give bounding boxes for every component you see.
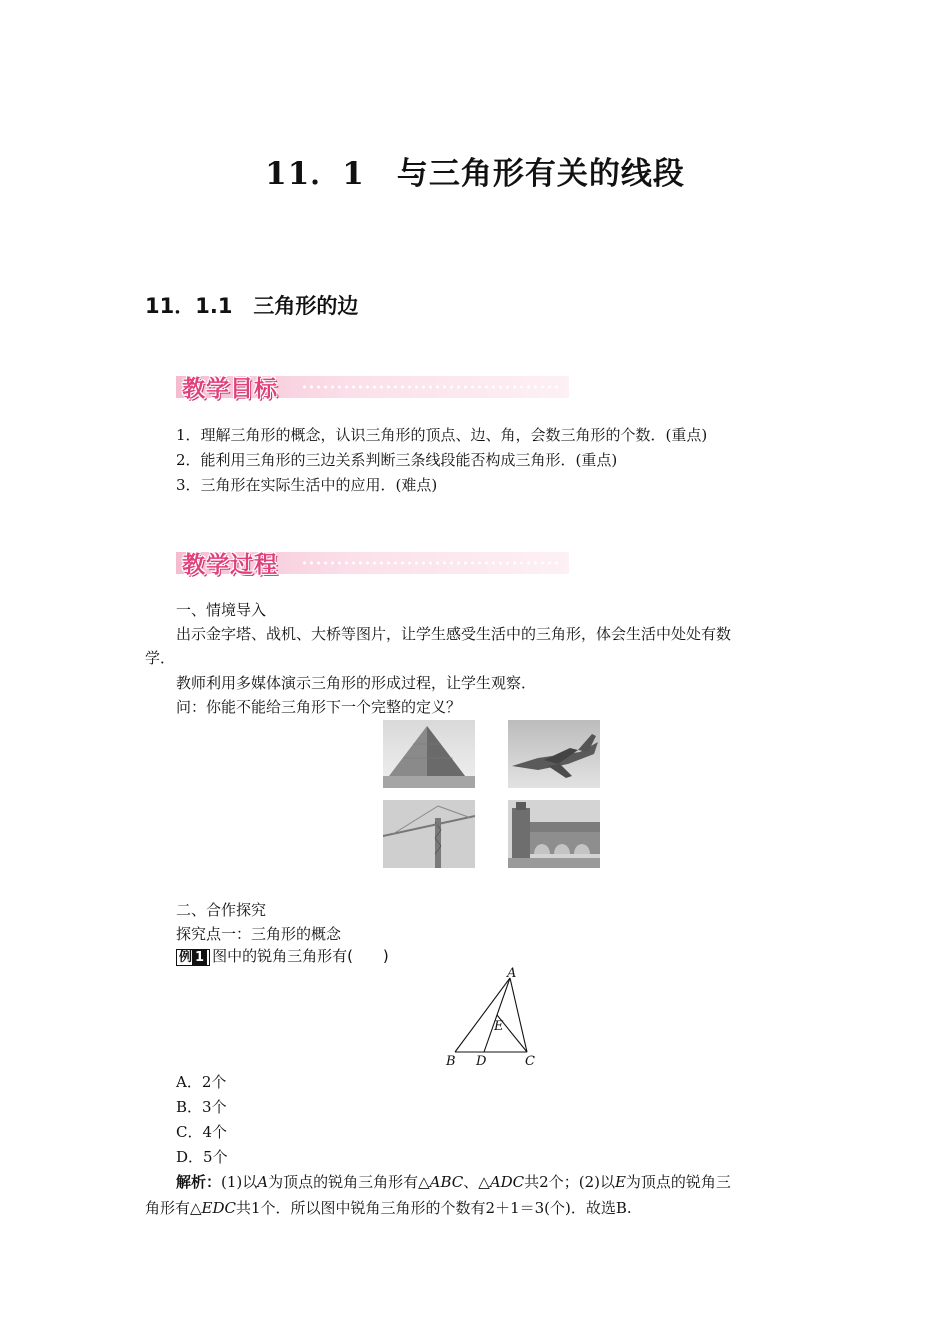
analysis-label: 解析：	[176, 1173, 222, 1191]
label-b: B	[446, 1054, 456, 1069]
analysis-var: EDC	[201, 1199, 236, 1217]
label-c: C	[525, 1054, 535, 1069]
label-e: E	[494, 1019, 504, 1034]
paragraph: 教师利用多媒体演示三角形的形成过程，让学生观察．	[176, 674, 537, 692]
analysis-var: A	[257, 1173, 269, 1191]
analysis-line-1	[176, 1169, 731, 1195]
analysis-text: 为顶点的锐角三	[625, 1173, 731, 1191]
question: 问：你能不能给三角形下一个完整的定义？	[176, 698, 462, 716]
objectives-banner	[176, 370, 569, 400]
analysis-var: ABC	[429, 1173, 464, 1191]
section-subtitle: 11．1.1 三角形的边	[145, 294, 359, 318]
example-label: 例	[179, 950, 193, 965]
paragraph: 出示金字塔、战机、大桥等图片，让学生感受生活中的三角形，体会生活中处处有数	[176, 625, 732, 643]
objective-item: 3．三角形在实际生活中的应用．(难点)	[176, 476, 438, 494]
label-a: A	[507, 966, 517, 981]
exploration-point: 探究点一：三角形的概念	[176, 925, 342, 943]
analysis-text: (1)以	[221, 1173, 258, 1191]
analysis-text: 共2个；(2)以	[524, 1173, 615, 1191]
analysis-line-2	[145, 1195, 632, 1221]
example-question	[176, 946, 389, 966]
analysis-text: 、△	[463, 1173, 490, 1191]
tower-crane-photo	[383, 800, 475, 868]
fighter-jet-photo	[508, 720, 600, 788]
objective-item: 1．理解三角形的概念，认识三角形的顶点、边、角，会数三角形的个数．(重点)	[176, 426, 708, 444]
analysis-var: ADC	[489, 1173, 525, 1191]
example-text: 图中的锐角三角形有( )	[212, 947, 389, 965]
label-d: D	[476, 1054, 487, 1069]
option-a: A．2个	[176, 1073, 227, 1091]
analysis-var: E	[614, 1173, 626, 1191]
analysis-text: 为顶点的锐角三角形有△	[268, 1173, 430, 1191]
page-title: 11．1 与三角形有关的线段	[265, 156, 685, 192]
option-b: B．3个	[176, 1098, 227, 1116]
section-heading: 二、合作探究	[176, 901, 267, 919]
example-badge	[176, 949, 210, 966]
triangle-figure	[440, 966, 550, 1070]
paragraph-continuation: 学．	[145, 649, 176, 667]
objective-item: 2．能利用三角形的三边关系判断三条线段能否构成三角形．(重点)	[176, 451, 618, 469]
option-c: C．4个	[176, 1123, 228, 1141]
example-number: 1	[192, 950, 207, 965]
objectives-banner-label: 教学目标	[182, 376, 278, 402]
pyramid-photo	[383, 720, 475, 788]
process-banner-label: 教学过程	[182, 552, 278, 578]
process-banner	[176, 546, 569, 576]
bridge-photo	[508, 800, 600, 868]
section-heading: 一、情境导入	[176, 601, 267, 619]
analysis-text: 角形有△	[145, 1199, 202, 1217]
analysis-text: 共1个．所以图中锐角三角形的个数有2＋1＝3(个)．故选B.	[236, 1199, 632, 1217]
option-d: D．5个	[176, 1148, 228, 1166]
edge-ab	[455, 978, 510, 1052]
